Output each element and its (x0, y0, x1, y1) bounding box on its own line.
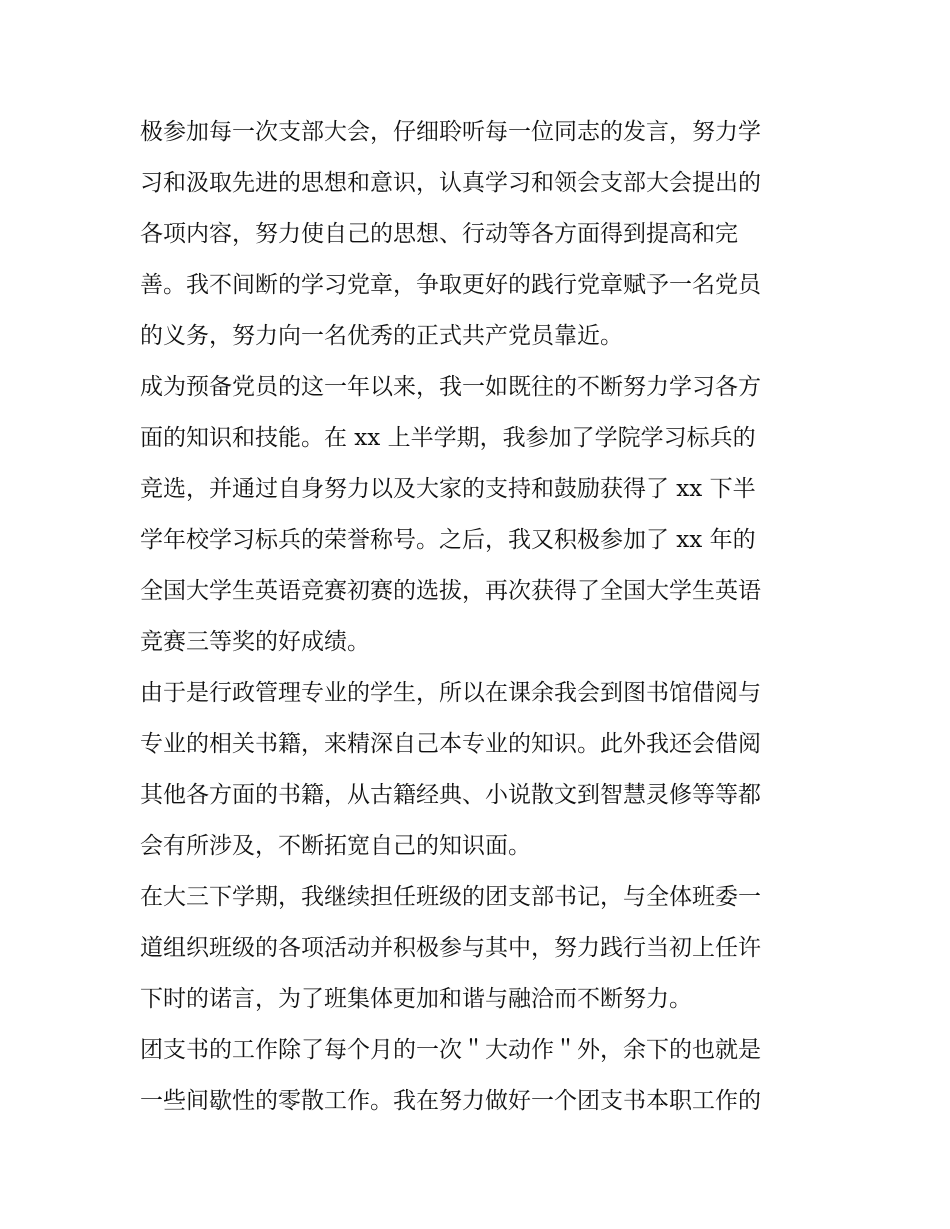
text-line: 竞选，并通过自身努力以及大家的支持和鼓励获得了 xx 下半 (140, 476, 756, 502)
text-line: 其他各方面的书籍，从古籍经典、小说散文到智慧灵修等等都 (140, 782, 761, 808)
paragraph-3 (140, 668, 815, 872)
text-line: 善。我不间断的学习党章，争取更好的践行党章赋予一名党员 (140, 272, 761, 298)
text-line: 学年校学习标兵的荣誉称号。之后，我又积极参加了 xx 年的 (140, 527, 756, 553)
text-line: 各项内容，努力使自己的思想、行动等各方面得到提高和完 (140, 221, 738, 247)
text-line: 极参加每一次支部大会，仔细聆听每一位同志的发言，努力学 (140, 119, 761, 145)
text-line: 习和汲取先进的思想和意识，认真学习和领会支部大会提出的 (140, 170, 761, 196)
text-line: 的义务，努力向一名优秀的正式共产党员靠近。 (140, 323, 623, 349)
text-line: 在大三下学期，我继续担任班级的团支部书记，与全体班委一 (140, 884, 761, 910)
paragraph-4 (140, 872, 815, 1025)
text-line: 道组织班级的各项活动并积极参与其中，努力践行当初上任许 (140, 935, 761, 961)
document-body (140, 107, 815, 1127)
text-line: 下时的诺言，为了班集体更加和谐与融洽而不断努力。 (140, 986, 692, 1012)
paragraph-5 (140, 1025, 815, 1127)
text-line: 竞赛三等奖的好成绩。 (140, 629, 370, 655)
paragraph-1 (140, 107, 815, 362)
text-line: 成为预备党员的这一年以来，我一如既往的不断努力学习各方 (140, 374, 761, 400)
text-line: 全国大学生英语竞赛初赛的选拔，再次获得了全国大学生英语 (140, 578, 761, 604)
text-line: 会有所涉及，不断拓宽自己的知识面。 (140, 833, 531, 859)
paragraph-2 (140, 362, 815, 668)
text-line: 团支书的工作除了每个月的一次＂大动作＂外，余下的也就是 (140, 1037, 761, 1063)
text-line: 面的知识和技能。在 xx 上半学期，我参加了学院学习标兵的 (140, 425, 756, 451)
text-line: 由于是行政管理专业的学生，所以在课余我会到图书馆借阅与 (140, 680, 761, 706)
text-line: 一些间歇性的零散工作。我在努力做好一个团支书本职工作的 (140, 1088, 761, 1114)
text-line: 专业的相关书籍，来精深自己本专业的知识。此外我还会借阅 (140, 731, 761, 757)
